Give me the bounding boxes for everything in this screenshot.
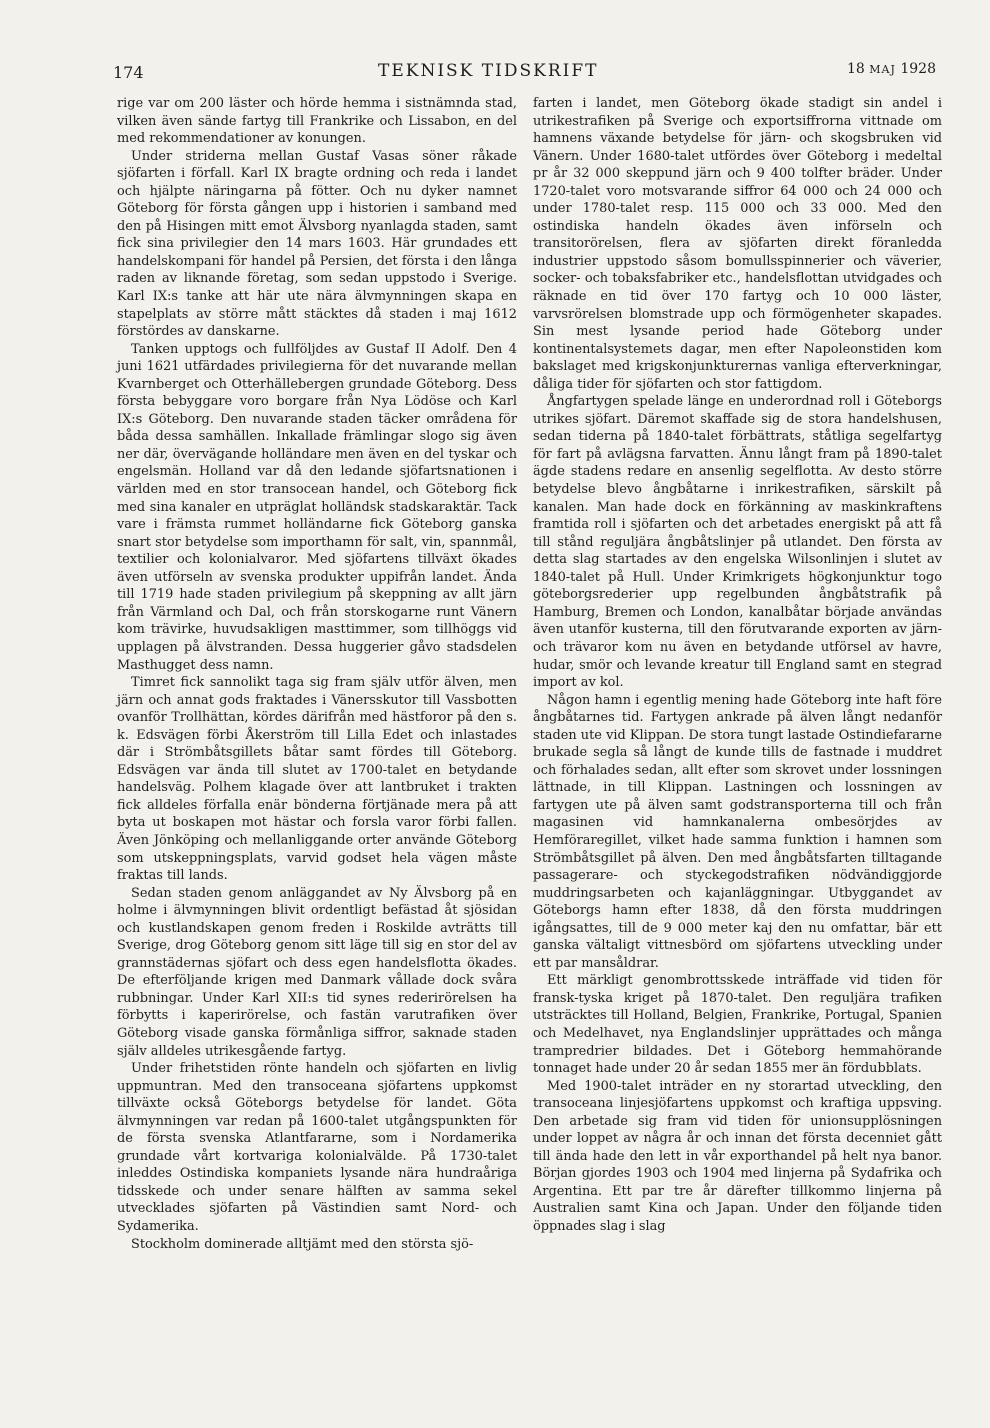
left-column bbox=[117, 95, 517, 1253]
page-number: 174 bbox=[113, 63, 144, 82]
paragraph: Ångfartygen spelade länge en underordnad roll i Göteborgs utrikes sjöfart. Däremot skaffade sig de stora handelshusen, sedan tiderna på 1840-talet förbättrats, ståtliga segelfartyg för fart på avlägsna farvatten. Ännu långt fram på 1890-talet ägde stadens redare en ansenlig segelflotta. Av desto större betydelse blevo ångbåtarne i inrikestrafiken, särskilt på kanalen. Man hade dock en förkänning av maskinkraftens framtida roll i sjöfarten och det arbetades energiskt på att få till stånd reguljära ångbåtslinjer på utlandet. Den första av detta slag startades av den engelska Wilsonlinjen i slutet av 1840-talet på Hull. Under Krimkrigets högkonjunktur togo göteborgsrederier upp regelbunden ångbåtstrafik på Hamburg, Bremen och London, kanalbåtar började användas även utanför kusterna, till den förutvarande exporten av järn- och trävaror kom nu även en betydande utförsel av havre, hudar, smör och levande kreatur till England samt en stegrad import av kol. bbox=[533, 394, 942, 691]
journal-title: TEKNISK TIDSKRIFT bbox=[378, 61, 599, 81]
paragraph: Under frihetstiden rönte handeln och sjöfarten en livlig uppmuntran. Med den transoceana sjöfartens uppkomst tillväxte också Göteborgs betydelse för landet. Göta älvmynningen var redan på 1600-talet utgångspunkten för de första svenska Atlantfararne, som i Nordamerika grundade vårt kortvariga kolonialvälde. På 1730-talet inleddes Ostindiska kompaniets lysande nära hundraåriga tidsskede och under senare hälften av samma sekel utvecklades sjöfarten på Västindien samt Nord- och Sydamerika. bbox=[117, 1061, 517, 1234]
date-month: MAJ bbox=[869, 63, 896, 76]
paragraph: Tanken upptogs och fullföljdes av Gustaf II Adolf. Den 4 juni 1621 utfärdades privilegierna för det nuvarande mellan Kvarnberget och Otterhällebergen grundade Göteborg. Dess första bebyggare voro borgare från Nya Lödöse och Karl IX:s Göteborg. Den nuvarande staden täcker områdena för båda dessa samhällen. Inkallade främlingar slogo sig även ner där, övervägande holländare men även en del tyskar och engelsmän. Holland var då den ledande sjöfartsnationen i världen med en stor transocean handel, och Göteborg fick med sina kanaler en utpräglat holländsk stadskaraktär. Tack vare i främsta rummet holländarne fick Göteborg ganska snart stor betydelse som importhamn för salt, vin, spannmål, textilier och kolonialvaror. Med sjöfartens tillväxt ökades även utförseln av svenska produkter uppifrån landet. Ända till 1719 hade staden privilegium på skeppning av allt järn från Värmland och Dal, och från storskogarne runt Vänern kom trävirke, huvudsakligen masttimmer, som tillhöggs vid upplagen på älvstranden. Dessa huggerier gåvo stadsdelen Masthugget dess namn. bbox=[117, 341, 517, 673]
paragraph: Under striderna mellan Gustaf Vasas söner råkade sjöfarten i förfall. Karl IX bragte ordning och reda i landet och hjälpte näringarna på fötter. Och nu dyker namnet Göteborg för första gången upp i historien i samband med den på Hisingen mitt emot Älvsborg nyanlagda staden, samt fick sina privilegier den 14 mars 1603. Här grundades ett handelskompani för handel på Persien, det första i den långa raden av liknande företag, som sedan uppstodo i Sverige. Karl IX:s tanke att här ute nära älvmynningen skapa en stapelplats av större mått stäcktes då staden i maj 1612 förstördes av danskarne. bbox=[117, 148, 517, 340]
issue-date bbox=[847, 61, 936, 77]
date-year: 1928 bbox=[900, 61, 936, 77]
paragraph: farten i landet, men Göteborg ökade stadigt sin andel i utrikestrafiken på Sverige och exportsiffrorna vittnade om hamnens växande betydelse för järn- och skogsbruken vid Vänern. Under 1680-talet utfördes över Göteborg i medeltal pr år 32 000 skeppund järn och 9 400 tolfter bräder. Under 1720-talet voro motsvarande siffror 64 000 och 24 000 och under 1780-talet resp. 115 000 och 33 000. Med den ostindiska handeln ökades även införseln och transitorörelsen, flera av sjöfarten direkt föranledda industrier uppstodo såsom bomullsspinnerier och väverier, socker- och tobaksfabriker etc., handelsflottan utvidgades och räknade en tid över 170 fartyg och 10 000 läster, varvsrörelsen blomstrade upp och förmögenheter skapades. Sin mest lysande period hade Göteborg under kontinentalsystemets dagar, men efter Napoleonstiden kom bakslaget med krigskonjunkturernas vanliga efterverkningar, dåliga tider för sjöfarten och stor fattigdom. bbox=[533, 96, 942, 392]
paragraph: Ett märkligt genombrottsskede inträffade vid tiden för fransk-tyska kriget på 1870-talet. Den reguljära trafiken utsträcktes till Holland, Belgien, Frankrike, Portugal, Spanien och Medelhavet, nya Englandslinjer upprättades och många trampredrier bildades. Det i Göteborg hemmahörande tonnaget hade under 20 år sedan 1855 mer än fördubblats. bbox=[533, 973, 942, 1077]
paragraph: Timret fick sannolikt taga sig fram själv utför älven, men järn och annat gods fraktades i Vänersskutor till Vassbotten ovanför Trollhättan, kördes därifrån med hästforor på den s. k. Edsvägen förbi Åkerström till Lilla Edet och inlastades där i Strömbåtsgillets båtar samt fördes till Göteborg. Edsvägen var ända till slutet av 1700-talet en betydande handelsväg. Polhem klagade över att lantbruket i trakten fick alldeles förfalla enär bönderna förtjänade mera på att byta ut boskapen mot hästar och forsla varor förbi fallen. Även Jönköping och mellanliggande orter använde Göteborg som utskeppningsplats, varvid godset hela vägen måste fraktas till lands. bbox=[117, 675, 517, 884]
paragraph: rige var om 200 läster och hörde hemma i sistnämnda stad, vilken även sände fartyg till Frankrike och Lissabon, en del med rekommendationer av konungen. bbox=[117, 96, 517, 147]
paragraph: Stockholm dominerade alltjämt med den största sjö- bbox=[131, 1236, 474, 1252]
date-day: 18 bbox=[847, 61, 865, 77]
paragraph: Med 1900-talet inträder en ny storartad utveckling, den transoceana linjesjöfartens uppkomst och kraftiga uppsving. Den arbetade sig fram vid tiden för unionsupplösningen under loppet av några år och innan det första decenniet gått till ända hade den lett in vår exporthandel på helt nya banor. Början gjordes 1903 och 1904 med linjerna på Sydafrika och Argentina. Ett par tre år därefter tillkommo linjerna på Australien samt Kina och Japan. Under den följande tiden öppnades slag i slag bbox=[533, 1078, 942, 1234]
paragraph: Sedan staden genom anläggandet av Ny Älvsborg på en holme i älvmynningen blivit ordentligt befästad åt sjösidan och kustlandskapen genom freden i Roskilde avträtts till Sverige, drog Göteborg genom sitt läge till sig en stor del av grannstädernas sjöfart och dess egen handelsflotta ökades. De efterföljande krigen med Danmark vållade dock svåra rubbningar. Under Karl XII:s tid synes rederirörelsen ha förbytts i kaperirörelse, och fastän varutrafiken över Göteborg visade ganska förmånliga siffror, saknade staden själv alldeles utrikesgående fartyg. bbox=[117, 885, 517, 1059]
right-column bbox=[533, 95, 942, 1236]
paragraph: Någon hamn i egentlig mening hade Göteborg inte haft före ångbåtarnes tid. Fartygen ankrade på älven långt nedanför staden ute vid Klippan. De stora tungt lastade Ostindiefararne brukade segla så långt de kunde tills de fastnade i muddret och förhalades sedan, allt efter som skrovet under lossningen lättnade, in till Klippan. Lastningen och lossningen av fartygen ute på älven samt godstransporterna till och från magasinen vid hamnkanalerna ombesörjdes av Hemföraregillet, vilket hade samma funktion i hamnen som Strömbåtsgillet på älven. Den med ångbåtsfarten tilltagande passagerare- och styckegodstrafiken nödvändiggjorde muddringsarbeten och kajanläggningar. Utbyggandet av Göteborgs hamn efter 1838, då den första muddringen igångsattes, till de 9 000 meter kaj den nu omfattar, bär ett ganska vältaligt vittnesbörd om sjöfartens utveckling under ett par mansåldrar. bbox=[533, 692, 942, 971]
